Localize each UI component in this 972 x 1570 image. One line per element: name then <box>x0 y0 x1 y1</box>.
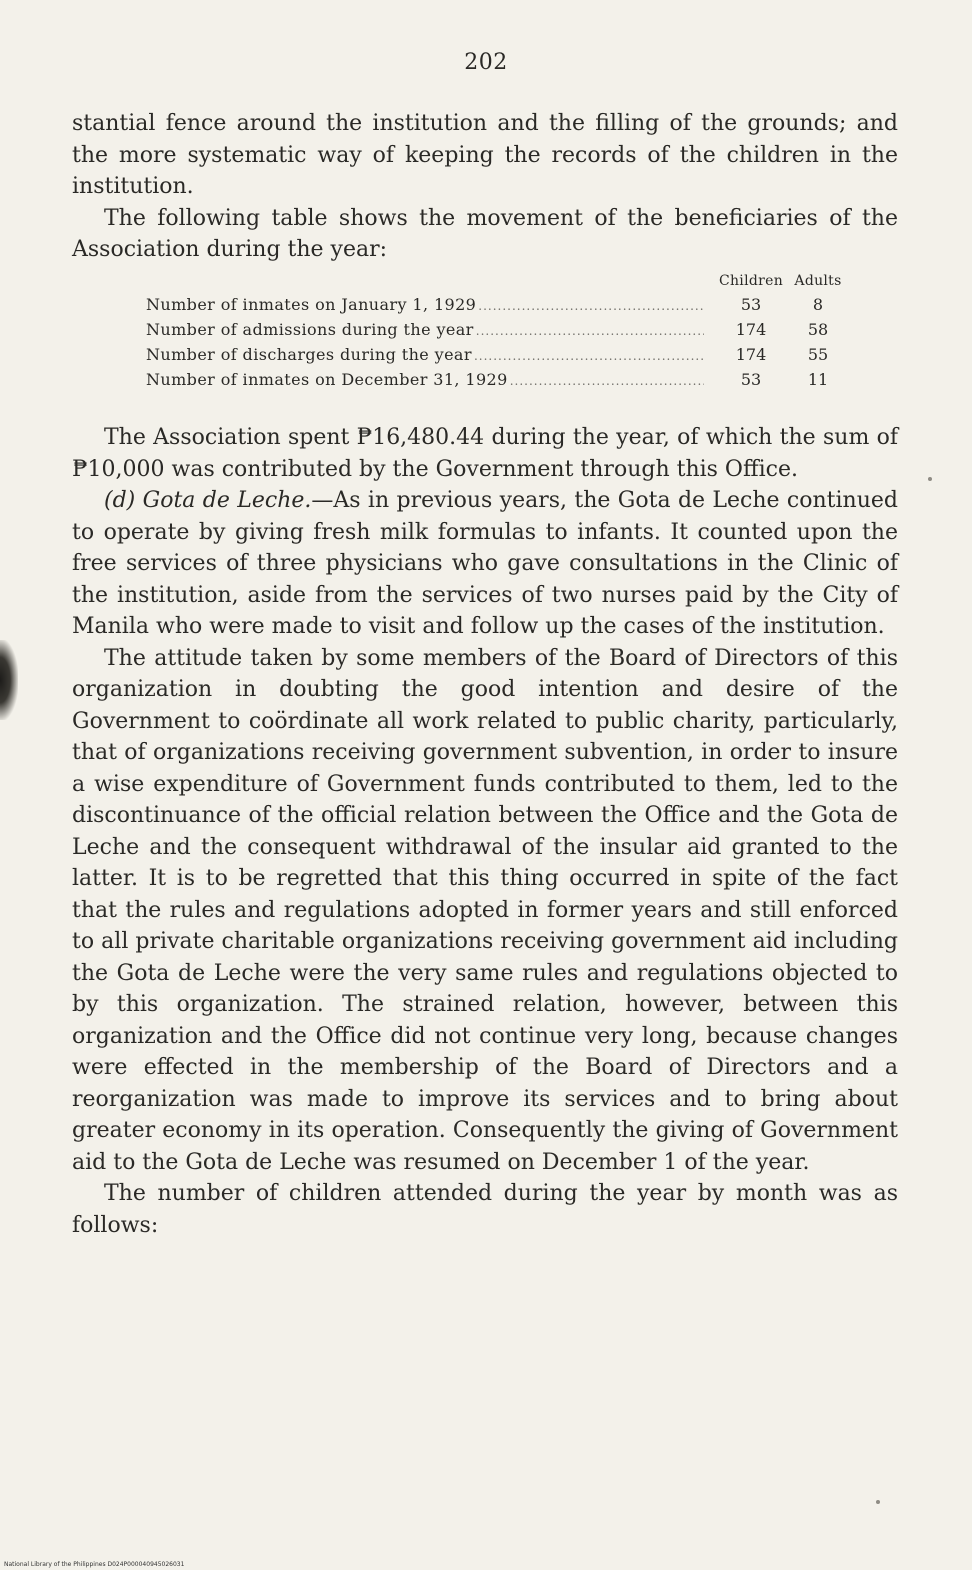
gota-de-leche-heading: (d) Gota de Leche. <box>104 488 312 513</box>
table-row <box>146 367 846 392</box>
cell-adults: 8 <box>812 295 824 314</box>
text-block-bottom <box>72 422 898 1241</box>
cell-children: 174 <box>735 320 767 339</box>
row-label: Number of inmates on December 31, 1929 <box>146 370 508 389</box>
leader-dots <box>478 294 704 319</box>
paragraph-fence: stantial fence around the institution and the filling of the grounds; and the more systematic way of keeping the records of the children in the institution. <box>72 111 898 199</box>
gota-de-leche-body: —As in previous years, the Gota de Leche continued to operate by giving fresh milk formulas to infants. It counted upon the free services of three physicians who gave consultations in the Clinic of the institution, aside from the services of two nurses paid by the City of Manila who were made to visit and follow up the cases of the institution. <box>72 488 898 639</box>
binding-shadow <box>0 640 18 720</box>
cell-children: 53 <box>740 370 762 389</box>
table-row <box>146 317 846 342</box>
leader-dots <box>510 369 704 394</box>
paragraph-table-intro: The following table shows the movement of the beneficiaries of the Association during the year: <box>72 205 898 262</box>
cell-adults: 11 <box>807 370 829 389</box>
text-block-top <box>72 108 898 266</box>
paragraph-gota-de-leche <box>72 485 898 643</box>
table-header-row <box>146 270 846 292</box>
source-footnote: National Library of the Philippines D024P000040945026031 <box>4 1561 185 1568</box>
paper-speck <box>876 1500 880 1504</box>
paragraph-children-attended: The number of children attended during the year by month was as follows: <box>72 1181 898 1238</box>
paragraph-association-spent: The Association spent ₱16,480.44 during the year, of which the sum of ₱10,000 was contributed by the Government through this Office. <box>72 425 898 482</box>
header-children: Children <box>718 273 784 289</box>
paragraph-board-attitude: The attitude taken by some members of the Board of Directors of this organization in doubting the good intention and desire of the Government to coördinate all work related to public charity, particularly, that of organizations receiving government subvention, in order to insure a wise expenditure of Government funds contributed to them, led to the discontinuance of the official relation between the Office and the Gota de Leche and the consequent withdrawal of the insular aid granted to the latter. It is to be regretted that this thing occurred in spite of the fact that the rules and regulations adopted in former years and still enforced to all private charitable organizations receiving government aid including the Gota de Leche were the very same rules and regulations objected to by this organization. The strained relation, however, between this organization and the Office did not continue very long, because changes were effected in the membership of the Board of Directors and a reorganization was made to improve its services and to bring about greater economy in its operation. Consequently the giving of Government aid to the Gota de Leche was resumed on December 1 of the year. <box>72 645 898 1175</box>
header-adults: Adults <box>794 273 842 289</box>
cell-children: 53 <box>740 295 762 314</box>
page-number: 202 <box>464 50 508 75</box>
row-label: Number of admissions during the year <box>146 320 474 339</box>
table-row <box>146 342 846 367</box>
leader-dots <box>476 319 704 344</box>
row-label: Number of discharges during the year <box>146 345 472 364</box>
cell-adults: 58 <box>807 320 829 339</box>
paper-speck <box>928 477 932 481</box>
cell-adults: 55 <box>807 345 829 364</box>
table-row <box>146 292 846 317</box>
leader-dots <box>474 344 704 369</box>
beneficiaries-table <box>146 270 846 392</box>
cell-children: 174 <box>735 345 767 364</box>
row-label: Number of inmates on January 1, 1929 <box>146 295 477 314</box>
